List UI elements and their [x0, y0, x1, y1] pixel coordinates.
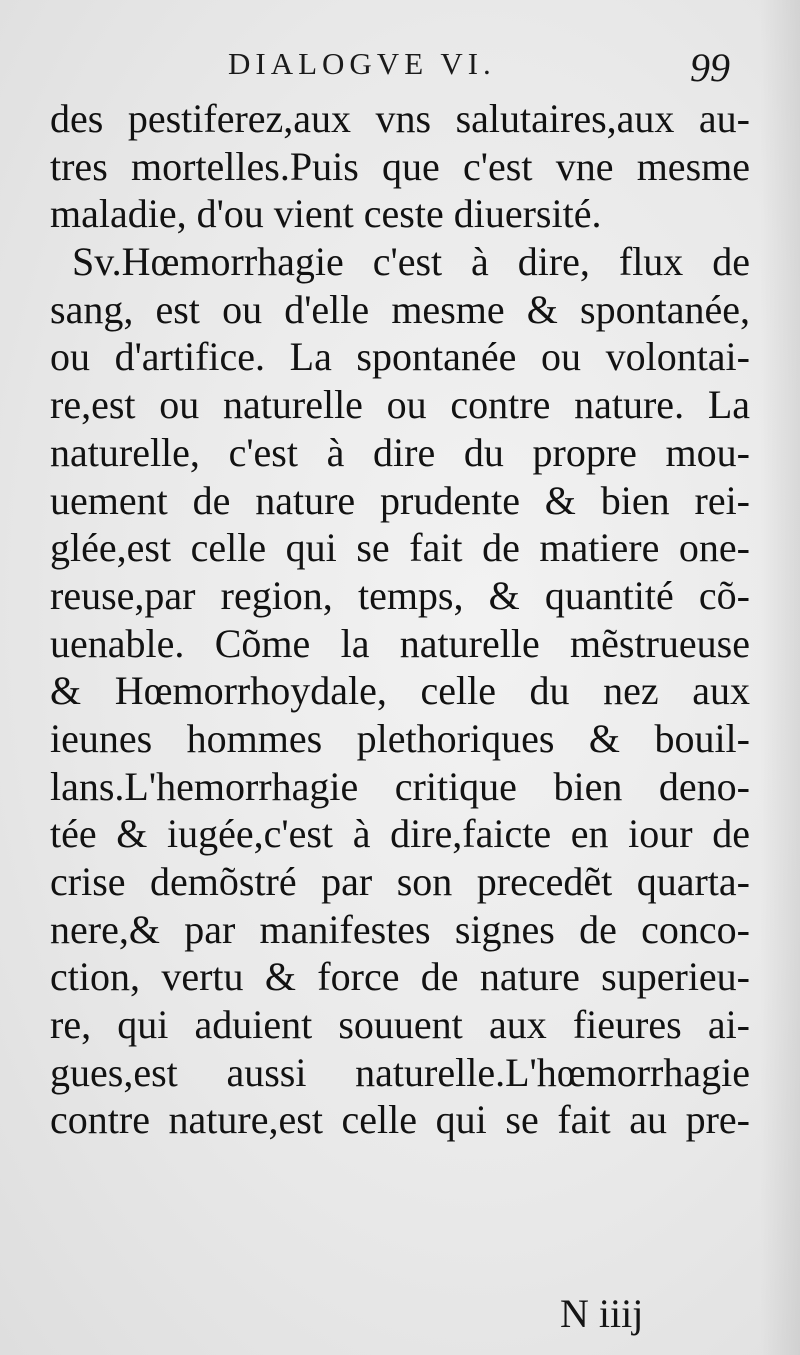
text-line: glée,est celle qui se fait de matiere one-: [50, 525, 750, 571]
text-line: Sv.Hœmorrhagie c'est à dire, flux de: [72, 239, 750, 285]
text-line: re, qui aduient souuent aux fieures ai-: [50, 1002, 750, 1048]
text-line: reuse,par region, temps, & quantité cõ-: [50, 572, 750, 618]
body-text: [50, 95, 750, 1144]
signature-mark: N iiij: [560, 1291, 644, 1336]
page-edge-shadow: [760, 0, 800, 1355]
text-line: tée & iugée,c'est à dire,faicte en iour de: [50, 811, 750, 857]
text-line: des pestiferez,aux vns salutaires,aux au-: [50, 96, 750, 141]
text-line: nere,& par manifestes signes de conco-: [50, 906, 750, 952]
text-line: tres mortelles.Puis que c'est vne mesme: [50, 143, 750, 189]
text-line: naturelle, c'est à dire du propre mou-: [50, 429, 750, 475]
text-line: maladie, d'ou vient ceste diuersité.: [50, 191, 602, 237]
text-line: contre nature,est celle qui se fait au pre-: [50, 1097, 750, 1143]
text-line: gues,est aussi naturelle.L'hœmorrhagie: [50, 1049, 750, 1095]
text-line: uenable. Cõme la naturelle mẽstrueuse: [50, 620, 750, 666]
text-line: & Hœmorrhoydale, celle du nez aux: [50, 668, 750, 714]
text-line: ou d'artifice. La spontanée ou volontai-: [50, 334, 750, 380]
text-line: ieunes hommes plethoriques & bouil-: [50, 715, 750, 761]
page-header: [0, 42, 800, 92]
text-line: uement de nature prudente & bien rei-: [50, 477, 750, 523]
running-head: DIALOGVE VI.: [228, 46, 496, 81]
text-line: crise demõstré par son precedẽt quarta-: [50, 859, 750, 904]
text-line: sang, est ou d'elle mesme & spontanée,: [50, 286, 750, 332]
text-line: lans.L'hemorrhagie critique bien deno-: [50, 763, 750, 809]
text-line: ction, vertu & force de nature superieu-: [50, 954, 750, 1000]
text-line: re,est ou naturelle ou contre nature. La: [50, 382, 750, 428]
page-number: 99: [690, 45, 730, 90]
